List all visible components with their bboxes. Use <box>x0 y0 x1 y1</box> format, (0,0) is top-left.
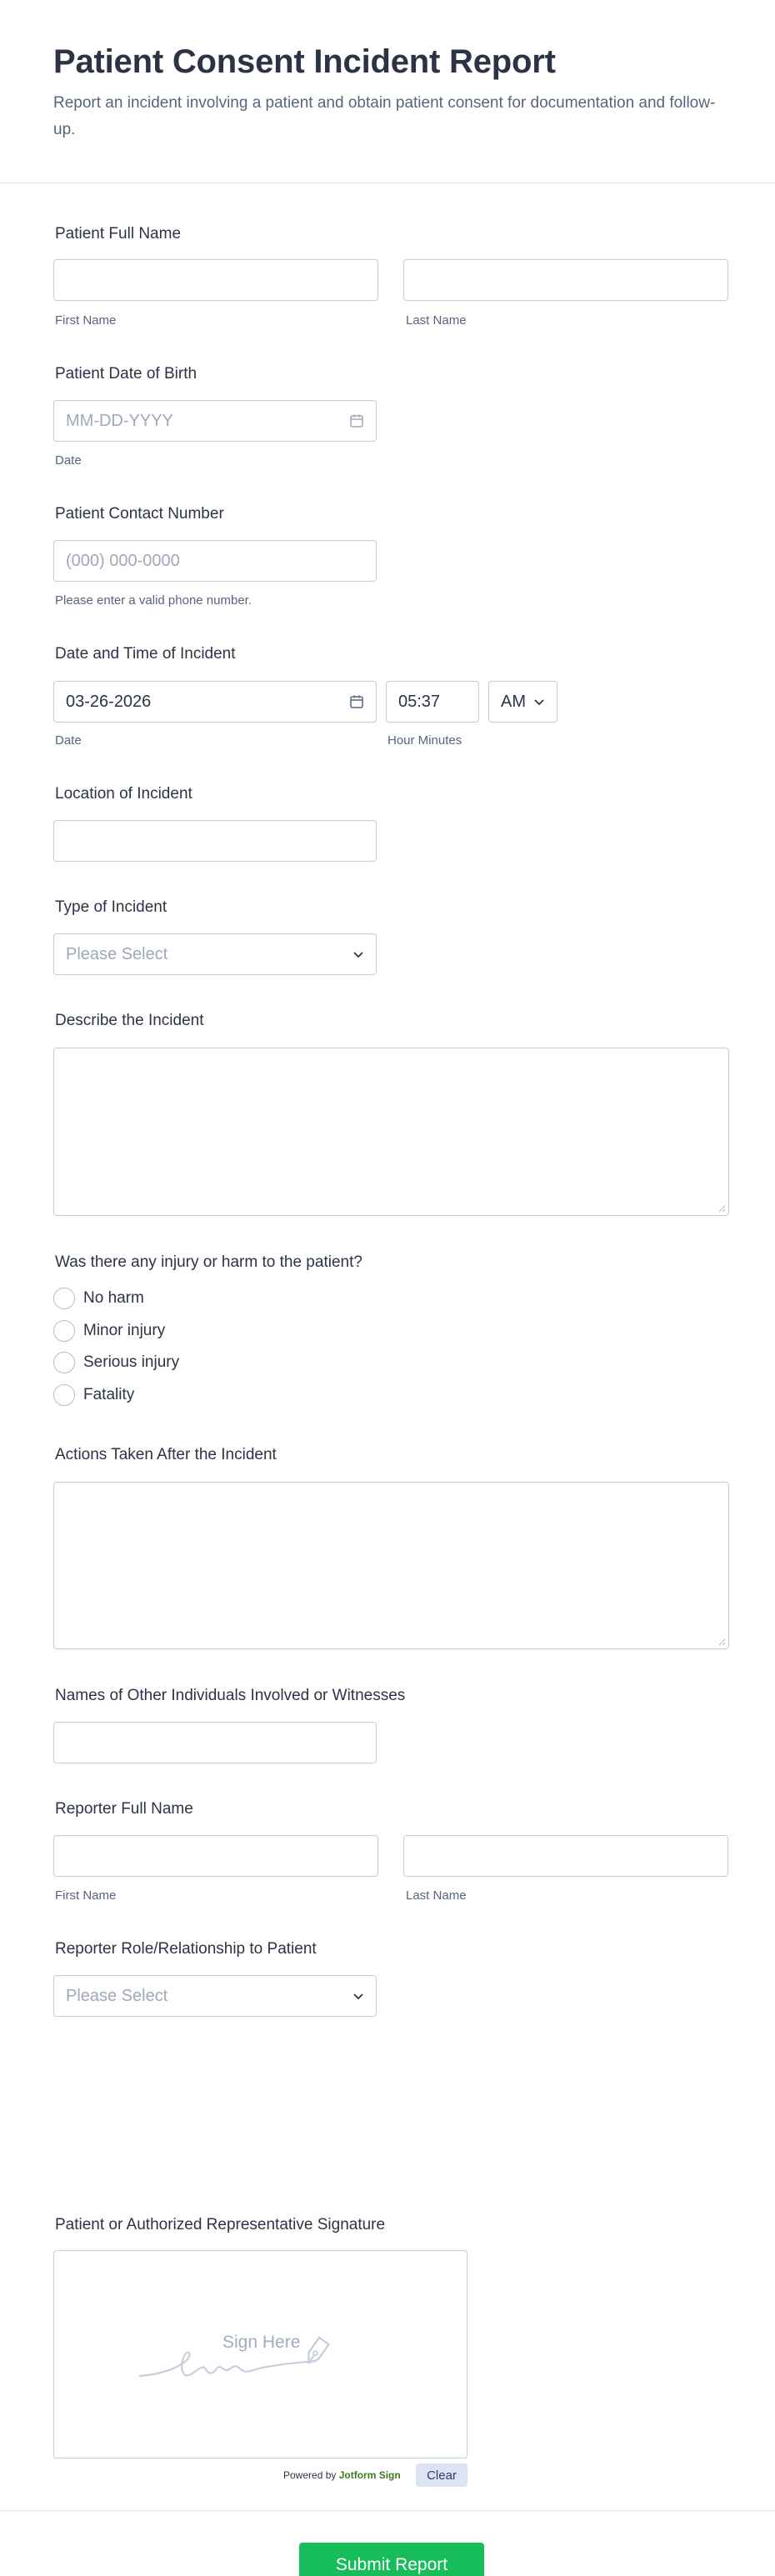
reporter-role-placeholder: Please Select <box>66 1986 168 2005</box>
describe-textarea[interactable] <box>53 1048 729 1216</box>
page-title: Patient Consent Incident Report <box>53 43 556 80</box>
dob-input[interactable] <box>53 400 377 442</box>
ampm-value: AM <box>501 692 526 711</box>
patient-first-name-sublabel: First Name <box>55 313 117 328</box>
chevron-down-icon <box>352 1990 364 2002</box>
page-subtitle: Report an incident involving a patient and obtain patient consent for documentation and follow-up. <box>53 94 716 138</box>
contact-label: Patient Contact Number <box>55 505 224 523</box>
witnesses-input[interactable] <box>53 1722 377 1763</box>
incident-date-value: 03-26-2026 <box>66 692 152 711</box>
radio-circle[interactable] <box>53 1320 75 1342</box>
reporter-role-label: Reporter Role/Relationship to Patient <box>55 1940 317 1958</box>
patient-first-name-input[interactable] <box>53 259 378 301</box>
footer-divider <box>0 2510 775 2511</box>
actions-label: Actions Taken After the Incident <box>55 1446 277 1463</box>
incident-datetime-label: Date and Time of Incident <box>55 645 236 663</box>
incident-type-label: Type of Incident <box>55 898 168 916</box>
resize-handle-icon[interactable] <box>718 1638 726 1646</box>
contact-sublabel: Please enter a valid phone number. <box>55 593 252 608</box>
radio-label: Fatality <box>83 1386 135 1403</box>
injury-label: Was there any injury or harm to the patient? <box>55 1253 362 1271</box>
reporter-role-select[interactable] <box>53 1975 377 2017</box>
incident-type-select[interactable] <box>53 933 377 975</box>
reporter-first-name-sublabel: First Name <box>55 1888 117 1903</box>
radio-circle[interactable] <box>53 1384 75 1406</box>
calendar-icon[interactable] <box>349 413 364 428</box>
witnesses-label: Names of Other Individuals Involved or Witnesses <box>55 1687 406 1704</box>
powered-by-text <box>283 2469 401 2481</box>
clear-signature-button[interactable]: Clear <box>416 2463 468 2487</box>
reporter-first-name-input[interactable] <box>53 1835 378 1877</box>
signature-label: Patient or Authorized Representative Signature <box>55 2216 386 2233</box>
actions-textarea[interactable] <box>53 1482 729 1649</box>
signature-pad[interactable] <box>53 2250 468 2458</box>
radio-label: Serious injury <box>83 1353 180 1371</box>
radio-label: No harm <box>83 1289 144 1307</box>
patient-name-label: Patient Full Name <box>55 225 182 243</box>
incident-date-sublabel: Date <box>55 733 82 748</box>
contact-placeholder: (000) 000-0000 <box>66 551 180 570</box>
powered-brand: Jotform Sign <box>338 2469 401 2481</box>
form-header <box>0 0 775 183</box>
radio-fatality[interactable] <box>53 1384 134 1406</box>
radio-minor-injury[interactable] <box>53 1320 165 1342</box>
calendar-icon[interactable] <box>349 694 364 709</box>
submit-button[interactable]: Submit Report <box>299 2543 484 2576</box>
powered-prefix: Powered by <box>283 2469 337 2481</box>
radio-circle[interactable] <box>53 1352 75 1373</box>
radio-serious-injury[interactable] <box>53 1352 179 1373</box>
incident-time-sublabel: Hour Minutes <box>388 733 462 748</box>
radio-no-harm[interactable] <box>53 1288 144 1309</box>
reporter-last-name-sublabel: Last Name <box>406 1888 467 1903</box>
chevron-down-icon <box>533 696 545 708</box>
patient-last-name-input[interactable] <box>403 259 728 301</box>
patient-last-name-sublabel: Last Name <box>406 313 467 328</box>
describe-label: Describe the Incident <box>55 1012 204 1029</box>
location-input[interactable] <box>53 820 377 862</box>
incident-time-input[interactable] <box>386 681 479 723</box>
location-label: Location of Incident <box>55 785 192 803</box>
dob-placeholder: MM-DD-YYYY <box>66 411 173 430</box>
incident-date-input[interactable] <box>53 681 377 723</box>
reporter-last-name-input[interactable] <box>403 1835 728 1877</box>
resize-handle-icon[interactable] <box>718 1204 726 1213</box>
radio-label: Minor injury <box>83 1322 166 1339</box>
ampm-select[interactable] <box>488 681 558 723</box>
incident-type-placeholder: Please Select <box>66 944 168 963</box>
chevron-down-icon <box>352 948 364 960</box>
dob-label: Patient Date of Birth <box>55 365 198 383</box>
signature-placeholder: Sign Here <box>222 2333 301 2352</box>
reporter-name-label: Reporter Full Name <box>55 1800 193 1818</box>
contact-phone-input[interactable] <box>53 540 377 582</box>
incident-time-value: 05:37 <box>398 692 441 711</box>
radio-circle[interactable] <box>53 1288 75 1309</box>
dob-sublabel: Date <box>55 453 82 468</box>
